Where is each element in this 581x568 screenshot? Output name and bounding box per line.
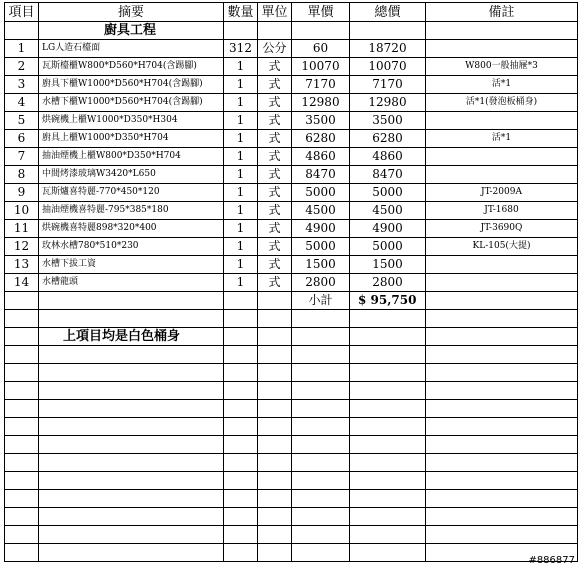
item-note: 活*1 [426,76,578,94]
item-quantity: 1 [224,76,258,94]
empty-row [5,472,578,490]
image-code: #886877 [528,555,575,566]
section-title: 廚具工程 [39,22,224,40]
table-row [5,112,578,130]
empty-row [5,310,578,328]
empty-row [5,400,578,418]
item-unit: 式 [258,220,292,238]
item-description: 中間烤漆玻璃W3420*L650 [39,166,224,184]
item-description: 烘碗機喜特麗898*320*400 [39,220,224,238]
item-description: 水槽龍頭 [39,274,224,292]
table-row [5,184,578,202]
empty-row [5,382,578,400]
item-number: 1 [5,40,39,58]
item-quantity: 1 [224,202,258,220]
empty-row [5,490,578,508]
item-unit: 式 [258,58,292,76]
item-description: 烘碗機上櫃W1000*D350*H304 [39,112,224,130]
item-unit-price: 12980 [292,94,350,112]
item-unit: 式 [258,256,292,274]
table-row [5,274,578,292]
item-unit: 式 [258,274,292,292]
item-number: 3 [5,76,39,94]
header-qty: 數量 [224,3,258,22]
item-unit: 式 [258,112,292,130]
item-total-price: 8470 [350,166,426,184]
item-note [426,40,578,58]
item-number: 6 [5,130,39,148]
table-row [5,166,578,184]
item-note: 活*1(發泡板桶身) [426,94,578,112]
table-row [5,202,578,220]
remark-text: 上項目均是白色桶身 [39,328,224,346]
item-unit: 式 [258,202,292,220]
section-row [5,22,578,40]
item-unit: 公分 [258,40,292,58]
header-item: 項目 [5,3,39,22]
item-number: 9 [5,184,39,202]
header-price: 單價 [292,3,350,22]
item-unit-price: 4900 [292,220,350,238]
table-row [5,130,578,148]
empty-row [5,454,578,472]
item-unit-price: 4860 [292,148,350,166]
table-row [5,238,578,256]
item-description: 廚具上櫃W1000*D350*H704 [39,130,224,148]
subtotal-row [5,292,578,310]
header-total: 總價 [350,3,426,22]
item-unit-price: 5000 [292,184,350,202]
item-unit-price: 8470 [292,166,350,184]
item-number: 7 [5,148,39,166]
item-unit-price: 2800 [292,274,350,292]
item-unit-price: 10070 [292,58,350,76]
item-note [426,274,578,292]
subtotal-label: 小計 [292,292,350,310]
item-unit-price: 5000 [292,238,350,256]
header-row [5,3,578,22]
empty-row [5,418,578,436]
item-unit: 式 [258,130,292,148]
item-description: 玫林水槽780*510*230 [39,238,224,256]
item-quantity: 312 [224,40,258,58]
item-number: 11 [5,220,39,238]
empty-row [5,526,578,544]
table-row [5,58,578,76]
item-note: KL-105(大提) [426,238,578,256]
item-total-price: 5000 [350,238,426,256]
item-number: 12 [5,238,39,256]
table-row [5,256,578,274]
empty-row [5,436,578,454]
item-quantity: 1 [224,112,258,130]
item-description: 抽油煙機上櫃W800*D350*H704 [39,148,224,166]
item-quantity: 1 [224,238,258,256]
item-number: 13 [5,256,39,274]
item-quantity: 1 [224,148,258,166]
item-unit: 式 [258,184,292,202]
item-quantity: 1 [224,274,258,292]
item-description: 抽油煙機喜特麗-795*385*180 [39,202,224,220]
item-total-price: 4900 [350,220,426,238]
table-row [5,76,578,94]
item-number: 5 [5,112,39,130]
item-note: W800一般抽屜*3 [426,58,578,76]
item-number: 8 [5,166,39,184]
item-unit-price: 6280 [292,130,350,148]
quotation-table [4,2,578,562]
item-total-price: 4860 [350,148,426,166]
item-unit: 式 [258,166,292,184]
item-note: JT-3690Q [426,220,578,238]
item-unit: 式 [258,148,292,166]
empty-row [5,346,578,364]
item-note [426,148,578,166]
item-note: JT-1680 [426,202,578,220]
item-quantity: 1 [224,94,258,112]
item-total-price: 6280 [350,130,426,148]
item-unit-price: 7170 [292,76,350,94]
remark-row [5,328,578,346]
subtotal-value: $ 95,750 [350,292,426,310]
item-unit-price: 3500 [292,112,350,130]
table-row [5,220,578,238]
item-total-price: 4500 [350,202,426,220]
item-description: 水槽下櫃W1000*D560*H704(含踢腳) [39,94,224,112]
item-number: 2 [5,58,39,76]
item-note [426,256,578,274]
item-quantity: 1 [224,184,258,202]
item-unit-price: 4500 [292,202,350,220]
table-row [5,40,578,58]
item-quantity: 1 [224,58,258,76]
table-row [5,94,578,112]
table-row [5,148,578,166]
item-total-price: 1500 [350,256,426,274]
item-number: 10 [5,202,39,220]
item-quantity: 1 [224,256,258,274]
item-total-price: 12980 [350,94,426,112]
item-total-price: 5000 [350,184,426,202]
item-note [426,166,578,184]
item-number: 4 [5,94,39,112]
item-description: 瓦斯檯櫃W800*D560*H704(含踢腳) [39,58,224,76]
item-unit: 式 [258,76,292,94]
item-unit: 式 [258,94,292,112]
item-total-price: 7170 [350,76,426,94]
item-note: JT-2009A [426,184,578,202]
header-note: 備註 [426,3,578,22]
item-quantity: 1 [224,220,258,238]
empty-row [5,508,578,526]
item-total-price: 3500 [350,112,426,130]
item-note [426,112,578,130]
empty-row [5,364,578,382]
header-desc: 摘要 [39,3,224,22]
item-note: 活*1 [426,130,578,148]
item-unit: 式 [258,238,292,256]
item-description: LG人造石檯面 [39,40,224,58]
item-total-price: 10070 [350,58,426,76]
item-description: 水槽下拔工資 [39,256,224,274]
header-unit: 單位 [258,3,292,22]
item-description: 廚具下櫃W1000*D560*H704(含踢腳) [39,76,224,94]
item-description: 瓦斯爐喜特麗-770*450*120 [39,184,224,202]
item-number: 14 [5,274,39,292]
item-unit-price: 60 [292,40,350,58]
item-quantity: 1 [224,166,258,184]
item-total-price: 18720 [350,40,426,58]
empty-row [5,544,578,562]
item-quantity: 1 [224,130,258,148]
item-unit-price: 1500 [292,256,350,274]
item-total-price: 2800 [350,274,426,292]
